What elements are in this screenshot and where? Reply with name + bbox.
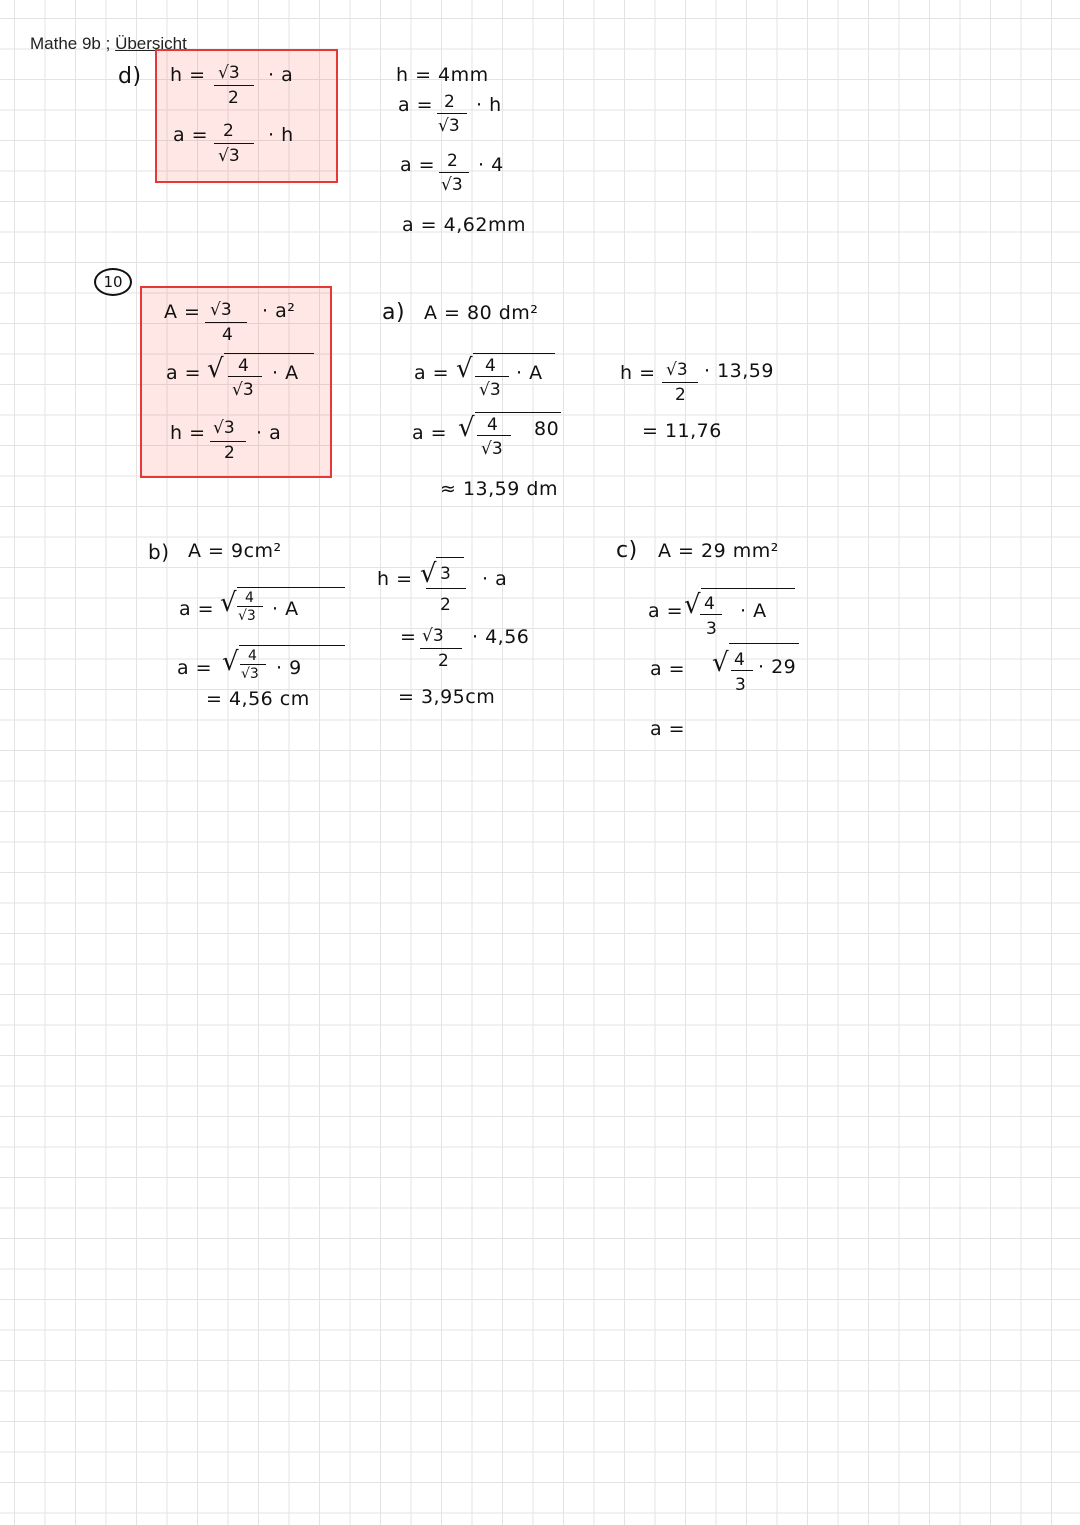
ten-a-l1-lhs: a = — [414, 362, 450, 384]
ten-box-A-num: √3 — [210, 300, 232, 320]
ten-c-l2-root-bar — [729, 643, 799, 644]
ten-c-l2-root-icon: √ — [712, 648, 730, 678]
d-work-line2-num: 2 — [444, 92, 455, 112]
ten-c-l1-num: 4 — [704, 594, 715, 614]
ten-b-h-root-icon: √ — [420, 559, 438, 589]
d-box-h-rest: · a — [268, 64, 294, 86]
ten-b-given: A = 9cm² — [188, 540, 282, 562]
d-work-line3-rest: · 4 — [478, 154, 504, 176]
d-box-a-den: √3 — [218, 146, 240, 166]
task-number: 10 — [103, 273, 123, 291]
d-work-line3-num: 2 — [447, 151, 458, 171]
ten-b-h2-num: √3 — [422, 626, 444, 646]
ten-b-h-lhs: h = — [377, 568, 413, 590]
ten-c-l1-lhs: a = — [648, 600, 684, 622]
ten-c-l2-frac-bar — [731, 670, 753, 671]
ten-box-a-den: √3 — [232, 380, 254, 400]
ten-box-a-lhs: a = — [166, 362, 202, 384]
ten-b-l2-root-icon: √ — [222, 647, 240, 677]
d-box-h-lhs: h = — [170, 64, 206, 86]
ten-a-h-lhs: h = — [620, 362, 656, 384]
ten-a-h-rest: · 13,59 — [704, 360, 774, 382]
ten-box-a-frac-bar — [228, 376, 262, 377]
d-work-line2-bar — [437, 113, 467, 114]
d-box-a-rest: · h — [268, 124, 294, 146]
d-box-h-den: 2 — [228, 88, 239, 108]
ten-a-l2-den: √3 — [481, 439, 503, 459]
ten-b-h2-rest: · 4,56 — [472, 626, 530, 648]
ten-box-a-rest: · A — [272, 362, 299, 384]
ten-b-h-rest: · a — [482, 568, 508, 590]
ten-a-l2-lhs: a = — [412, 422, 448, 444]
d-box-a-fraction-bar — [214, 143, 254, 144]
ten-c-l2-num: 4 — [734, 650, 745, 670]
label-10a: a) — [382, 300, 406, 325]
d-work-line2-rest: · h — [476, 94, 502, 116]
ten-b-h-root-bar — [436, 557, 464, 558]
ten-b-l1-rest: · A — [272, 598, 299, 620]
ten-b-l2-den: √3 — [241, 666, 259, 682]
ten-box-h-den: 2 — [224, 443, 235, 463]
ten-a-h-bar — [662, 382, 698, 383]
ten-a-given: A = 80 dm² — [424, 302, 539, 324]
d-work-line2-den: √3 — [438, 116, 460, 136]
ten-box-A-den: 4 — [222, 325, 233, 345]
ten-c-l1-root-icon: √ — [684, 590, 702, 620]
ten-c-l1-rest: · A — [740, 600, 767, 622]
ten-c-l1-frac-bar — [700, 614, 722, 615]
ten-a-l2-rest: 80 — [534, 418, 560, 440]
ten-a-l2-root-bar — [475, 412, 561, 413]
ten-box-h-rest: · a — [256, 422, 282, 444]
ten-box-A-lhs: A = — [164, 301, 201, 323]
ten-a-l1-root-icon: √ — [456, 354, 474, 384]
d-work-line2-lhs: a = — [398, 94, 434, 116]
ten-box-h-bar — [210, 441, 246, 442]
ten-a-l1-root-bar — [473, 353, 555, 354]
ten-box-a-num: 4 — [238, 356, 249, 376]
ten-b-h2-den: 2 — [438, 651, 449, 671]
ten-b-l1-lhs: a = — [179, 598, 215, 620]
ten-c-l2-lhs: a = — [650, 658, 686, 680]
d-work-result: a = 4,62mm — [402, 214, 526, 236]
d-box-a-lhs: a = — [173, 124, 209, 146]
ten-box-h-lhs: h = — [170, 422, 206, 444]
ten-a-l2-frac-bar — [477, 435, 511, 436]
d-work-line1: h = 4mm — [396, 64, 489, 86]
ten-box-a-root-bar — [224, 353, 314, 354]
ten-b-l1-root-icon: √ — [220, 588, 238, 618]
d-work-line3-bar — [439, 172, 469, 173]
d-work-line3-den: √3 — [441, 175, 463, 195]
d-box-h-num: √3 — [218, 63, 240, 83]
ten-b-h-den: 2 — [440, 595, 451, 615]
ten-b-l1-num: 4 — [245, 590, 254, 606]
ten-box-h-num: √3 — [213, 418, 235, 438]
label-10c: c) — [616, 538, 638, 563]
ten-box-A-bar — [205, 322, 247, 323]
ten-a-l2-root-icon: √ — [458, 413, 476, 443]
title-underlined: Übersicht — [115, 34, 187, 53]
ten-c-l2-rest: · 29 — [758, 656, 797, 678]
ten-b-h-num-three: 3 — [440, 564, 451, 584]
ten-b-l1-den: √3 — [238, 608, 256, 624]
ten-b-l2-rest: · 9 — [276, 657, 302, 679]
ten-b-result: = 4,56 cm — [206, 688, 310, 710]
ten-b-l2-lhs: a = — [177, 657, 213, 679]
ten-c-given: A = 29 mm² — [658, 540, 779, 562]
ten-a-l1-rest: · A — [516, 362, 543, 384]
ten-b-l2-frac-bar — [240, 664, 266, 665]
ten-a-h-result: = 11,76 — [642, 420, 722, 442]
ten-c-l1-root-bar — [701, 588, 795, 589]
label-10b: b) — [148, 540, 170, 564]
ten-a-l2-num: 4 — [487, 415, 498, 435]
label-d: d) — [118, 64, 142, 89]
ten-a-l1-num: 4 — [485, 356, 496, 376]
task-number-circle — [94, 268, 132, 296]
ten-b-h-frac-bar — [426, 588, 466, 589]
ten-c-l1-den: 3 — [706, 619, 717, 639]
d-box-a-num: 2 — [223, 121, 234, 141]
ten-box-A-rest: · a² — [262, 300, 296, 322]
ten-box-a-root-icon: √ — [207, 354, 225, 384]
title-prefix: Mathe 9b ; — [30, 34, 116, 53]
ten-a-l1-den: √3 — [479, 380, 501, 400]
d-work-line3-lhs: a = — [400, 154, 436, 176]
ten-b-l1-root-bar — [237, 587, 345, 588]
ten-b-h2-eq: = — [400, 626, 417, 648]
ten-c-l3: a = — [650, 718, 686, 740]
ten-b-l2-root-bar — [239, 645, 345, 646]
ten-a-result: ≈ 13,59 dm — [440, 478, 558, 500]
ten-b-l1-frac-bar — [237, 606, 263, 607]
ten-a-l1-frac-bar — [475, 376, 509, 377]
ten-b-h2-bar — [420, 648, 462, 649]
ten-b-h-result: = 3,95cm — [398, 686, 496, 708]
ten-b-l2-num: 4 — [248, 648, 257, 664]
d-box-h-fraction-bar — [214, 85, 254, 86]
ten-a-h-num: √3 — [666, 360, 688, 380]
ten-c-l2-den: 3 — [735, 675, 746, 695]
ten-a-h-den: 2 — [675, 385, 686, 405]
